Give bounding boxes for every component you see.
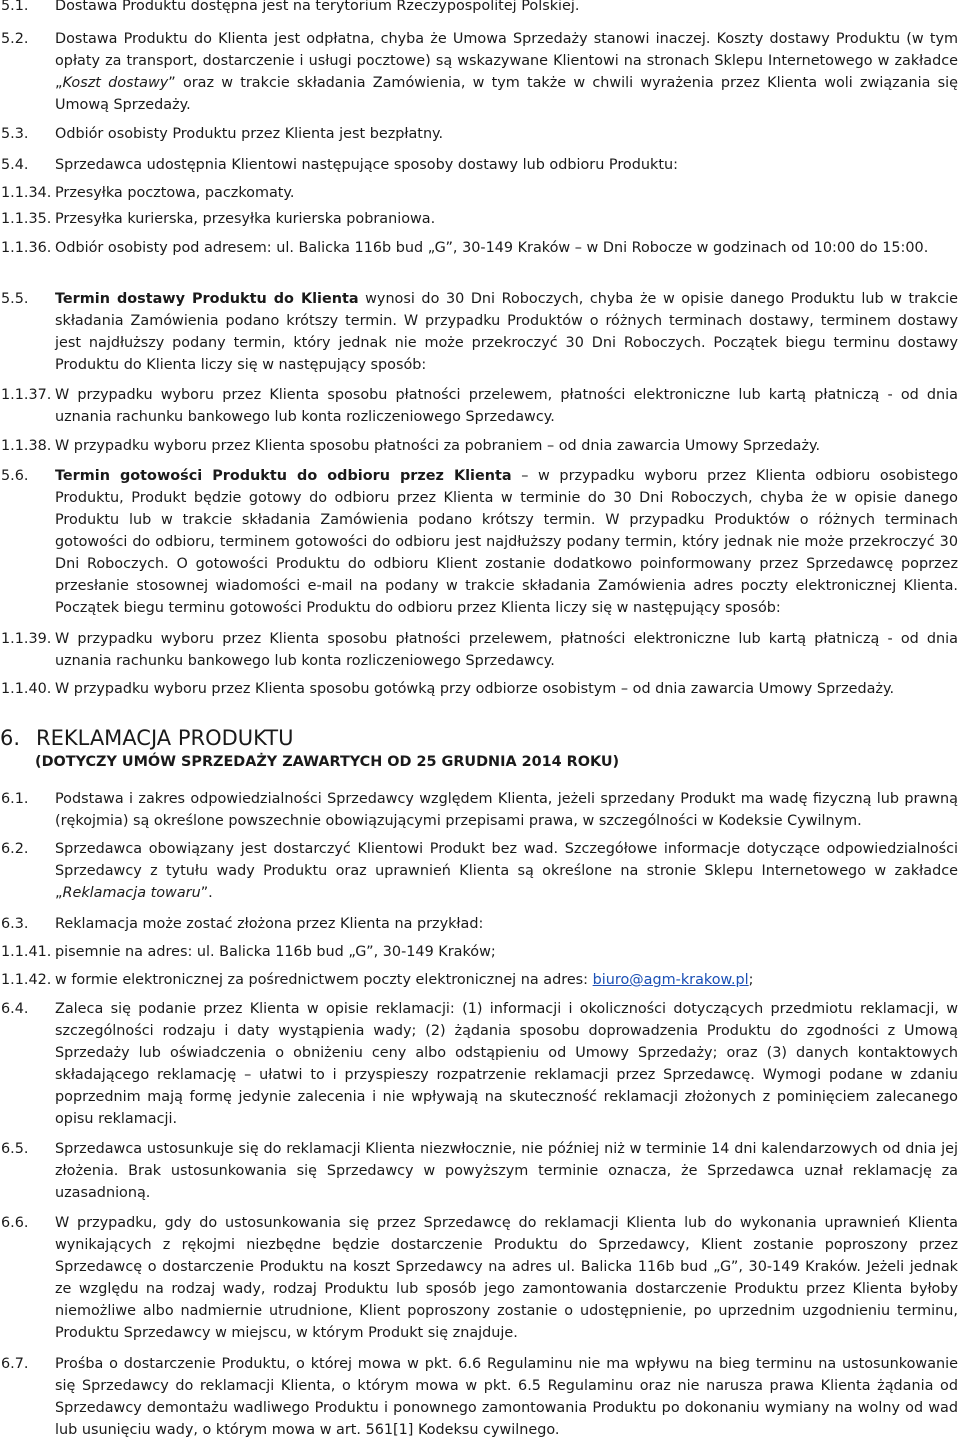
clause-number: 1.1.40.	[1, 681, 52, 697]
clause-number: 1.1.39.	[1, 631, 52, 647]
clause-number: 5.6.	[1, 468, 29, 484]
clause-text: Prośba o dostarczenie Produktu, o której mowa w pkt. 6.6 Regulaminu nie ma wpływu na bieg terminu na ustosunkowanie się Sprzedawcy do reklamacji Klienta, o którym mowa w pkt. 6.5 Regulaminu oraz nie narusza prawa Klienta żądania od Sprzedawcy demontażu wadliwego Produktu i ponownego zamontowania Produktu po dokonaniu wymiany na wolny od wad lub usunięciu wady, o którym mowa w art. 561[1] Kodeksu cywilnego.	[55, 1356, 958, 1438]
clause-bold-term: Termin dostawy Produktu do Klienta	[55, 291, 359, 307]
clause-6-1	[0, 788, 958, 832]
clause-6-2	[0, 838, 958, 904]
email-link[interactable]: biuro@agm-krakow.pl	[592, 972, 749, 988]
section-number: 6.	[0, 726, 21, 750]
clause-bold-term: Termin gotowości Produktu do odbioru przez Klienta	[55, 468, 512, 484]
clause-5-1	[0, 0, 958, 17]
clause-6-3	[0, 913, 958, 935]
section-subtitle: (DOTYCZY UMÓW SPRZEDAŻY ZAWARTYCH OD 25 GRUDNIA 2014 ROKU)	[35, 754, 620, 770]
clause-1-1-40	[0, 678, 958, 700]
clause-text: W przypadku, gdy do ustosunkowania się przez Sprzedawcę do reklamacji Klienta lub do wykonania uprawnień Klienta wynikających z rękojmi niezbędne będzie dostarczenie Produktu do Sprzedawcy, Klient zostanie poproszony przez Sprzedawcę o dostarczenie Produktu na koszt Sprzedawcy na adres ul. Balicka 116b bud „G”, 30-149 Kraków. Jeżeli jednak ze względu na rodzaj wady, rodzaj Produktu lub sposób jego zamontowania dostarczenie Produktu przez Klienta byłoby niemożliwe albo nadmiernie utrudnione, Klient poproszony zostanie o udostępnienie, po uprzednim uzgodnieniu terminu, Produktu Sprzedawcy w miejscu, w którym Produkt się znajduje.	[55, 1215, 958, 1341]
section-title: REKLAMACJA PRODUKTU	[36, 726, 294, 750]
clause-6-5	[0, 1138, 958, 1204]
clause-6-7	[0, 1353, 958, 1441]
clause-text: W przypadku wyboru przez Klienta sposobu płatności za pobraniem – od dnia zawarcia Umowy Sprzedaży.	[55, 438, 821, 454]
clause-text-continued: ” oraz w trakcie składania Zamówienia, w tym także w chwili wyrażenia przez Klienta woli związania się Umową Sprzedaży.	[55, 75, 959, 113]
clause-1-1-41	[0, 941, 958, 963]
clause-text: Dostawa Produktu dostępna jest na terytorium Rzeczypospolitej Polskiej.	[55, 0, 580, 14]
clause-text: Sprzedawca ustosunkuje się do reklamacji Klienta niezwłocznie, nie później niż w terminie 14 dni kalendarzowych od dnia jej złożenia. Brak ustosunkowania się Sprzedawcy w powyższym terminie oznacza, że Sprzedawca uznał reklamację za uzasadnioną.	[55, 1141, 958, 1201]
clause-text: Odbiór osobisty Produktu przez Klienta jest bezpłatny.	[55, 126, 444, 142]
clause-1-1-39	[0, 628, 958, 672]
clause-number: 1.1.38.	[1, 438, 52, 454]
clause-number: 1.1.42.	[1, 972, 52, 988]
clause-text: wynosi do 30 Dni Roboczych, chyba że w opisie danego Produktu lub w trakcie składania Zamówienia podano krótszy termin. W przypadku Produktów o różnych terminach dostawy, terminem dostawy jest najdłuższy podany termin, który jednak nie może przekroczyć 30 Dni Roboczych. Początek biegu terminu dostawy Produktu do Klienta liczy się w następujący sposób:	[55, 291, 958, 373]
clause-number: 6.1.	[1, 791, 29, 807]
clause-number: 6.6.	[1, 1215, 29, 1231]
clause-text: Podstawa i zakres odpowiedzialności Sprzedawcy względem Klienta, jeżeli sprzedany Produkt ma wadę fizyczną lub prawną (rękojmia) są określone powszechnie obowiązującymi przepisami prawa, w szczególności w Kodeksie Cywilnym.	[55, 791, 958, 829]
clause-5-4	[0, 154, 958, 176]
clause-number: 6.2.	[1, 841, 29, 857]
clause-italic-term: Reklamacja towaru	[62, 885, 201, 901]
clause-number: 1.1.34.	[1, 185, 52, 201]
clause-text: Sprzedawca udostępnia Klientowi następujące sposoby dostawy lub odbioru Produktu:	[55, 157, 678, 173]
clause-number: 1.1.37.	[1, 387, 52, 403]
clause-number: 1.1.35.	[1, 211, 52, 227]
clause-1-1-34	[0, 182, 958, 204]
clause-number: 5.5.	[1, 291, 29, 307]
clause-text: W przypadku wyboru przez Klienta sposobu płatności przelewem, płatności elektroniczne lub kartą płatniczą - od dnia uznania rachunku bankowego lub konta rozliczeniowego Sprzedawcy.	[55, 387, 958, 425]
section-heading	[0, 724, 294, 752]
clause-number: 1.1.36.	[1, 240, 52, 256]
clause-number: 5.2.	[1, 31, 29, 47]
clause-number: 6.7.	[1, 1356, 29, 1372]
clause-1-1-36	[0, 237, 958, 259]
clause-text: Przesyłka pocztowa, paczkomaty.	[55, 185, 295, 201]
clause-text: Zaleca się podanie przez Klienta w opisie reklamacji: (1) informacji i okoliczności dotyczących przedmiotu reklamacji, w szczególności rodzaju i daty wystąpienia wady; (2) żądania sposobu doprowadzenia Produktu do zgodności z Umową Sprzedaży lub oświadczenia o obniżeniu ceny albo odstąpieniu od Umowy Sprzedaży; oraz (3) danych kontaktowych składającego reklamację – ułatwi to i przyspieszy rozpatrzenie reklamacji przez Sprzedawcę. Wymogi podane w zdaniu poprzednim mają formę jedynie zalecenia i nie wpływają na skuteczność reklamacji złożonych z pominięciem zalecanego opisu reklamacji.	[55, 1001, 958, 1127]
clause-text: Przesyłka kurierska, przesyłka kurierska pobraniowa.	[55, 211, 436, 227]
clause-text: W przypadku wyboru przez Klienta sposobu gotówką przy odbiorze osobistym – od dnia zawarcia Umowy Sprzedaży.	[55, 681, 895, 697]
clause-number: 5.3.	[1, 126, 29, 142]
clause-text: pisemnie na adres: ul. Balicka 116b bud „G”, 30-149 Kraków;	[55, 944, 496, 960]
clause-5-2	[0, 28, 958, 116]
clause-text-after: ;	[748, 972, 754, 988]
clause-text-continued: ”.	[200, 885, 213, 901]
clause-number: 6.4.	[1, 1001, 29, 1017]
clause-number: 6.5.	[1, 1141, 29, 1157]
clause-text: Dostawa Produktu do Klienta jest odpłatna, chyba że Umowa Sprzedaży stanowi inaczej. Koszty dostawy Produktu (w tym opłaty za transport, dostarczenie i usługi pocztowe) są wskazywane Klientowi na stronach Sklepu Internetowego w zakładce „	[55, 31, 958, 91]
clause-text: w formie elektronicznej za pośrednictwem poczty elektronicznej na adres:	[55, 972, 593, 988]
clause-text: Reklamacja może zostać złożona przez Klienta na przykład:	[55, 916, 484, 932]
clause-1-1-37	[0, 384, 958, 428]
clause-1-1-38	[0, 435, 958, 457]
clause-text: Sprzedawca obowiązany jest dostarczyć Klientowi Produkt bez wad. Szczegółowe informacje dotyczące odpowiedzialności Sprzedawcy z tytułu wady Produktu oraz uprawnień Klienta są określone na stronie Sklepu Internetowego w zakładce „	[55, 841, 958, 901]
clause-number: 5.4.	[1, 157, 29, 173]
clause-1-1-42	[0, 969, 958, 991]
clause-5-6	[0, 465, 958, 619]
clause-1-1-35	[0, 208, 958, 230]
clause-text: W przypadku wyboru przez Klienta sposobu płatności przelewem, płatności elektroniczne lub kartą płatniczą - od dnia uznania rachunku bankowego lub konta rozliczeniowego Sprzedawcy.	[55, 631, 958, 669]
clause-text: Odbiór osobisty pod adresem: ul. Balicka 116b bud „G”, 30-149 Kraków – w Dni Robocze w godzinach od 10:00 do 15:00.	[55, 240, 929, 256]
clause-number: 5.1.	[1, 0, 29, 14]
clause-text: – w przypadku wyboru przez Klienta odbioru osobistego Produktu, Produkt będzie gotowy do odbioru przez Klienta w terminie do 30 Dni Roboczych, chyba że w opisie danego Produktu lub w trakcie składania Zamówienia podano krótszy termin. W przypadku Produktów o różnych terminach gotowości do odbioru, terminem gotowości do odbioru jest najdłuższy podany termin, który jednak nie może przekroczyć 30 Dni Roboczych. O gotowości Produktu do odbioru Klient zostanie dodatkowo poinformowany przez Sprzedawcę poprzez przesłanie stosownej wiadomości e-mail na podany w trakcie składania Zamówienia adres poczty elektronicznej Klienta. Początek biegu terminu gotowości Produktu do odbioru przez Klienta liczy się w następujący sposób:	[55, 468, 958, 616]
clause-number: 1.1.41.	[1, 944, 52, 960]
clause-number: 6.3.	[1, 916, 29, 932]
clause-5-5	[0, 288, 958, 376]
clause-5-3	[0, 123, 958, 145]
clause-6-6	[0, 1212, 958, 1344]
clause-italic-term: Koszt dostawy	[62, 75, 169, 91]
clause-6-4	[0, 998, 958, 1130]
